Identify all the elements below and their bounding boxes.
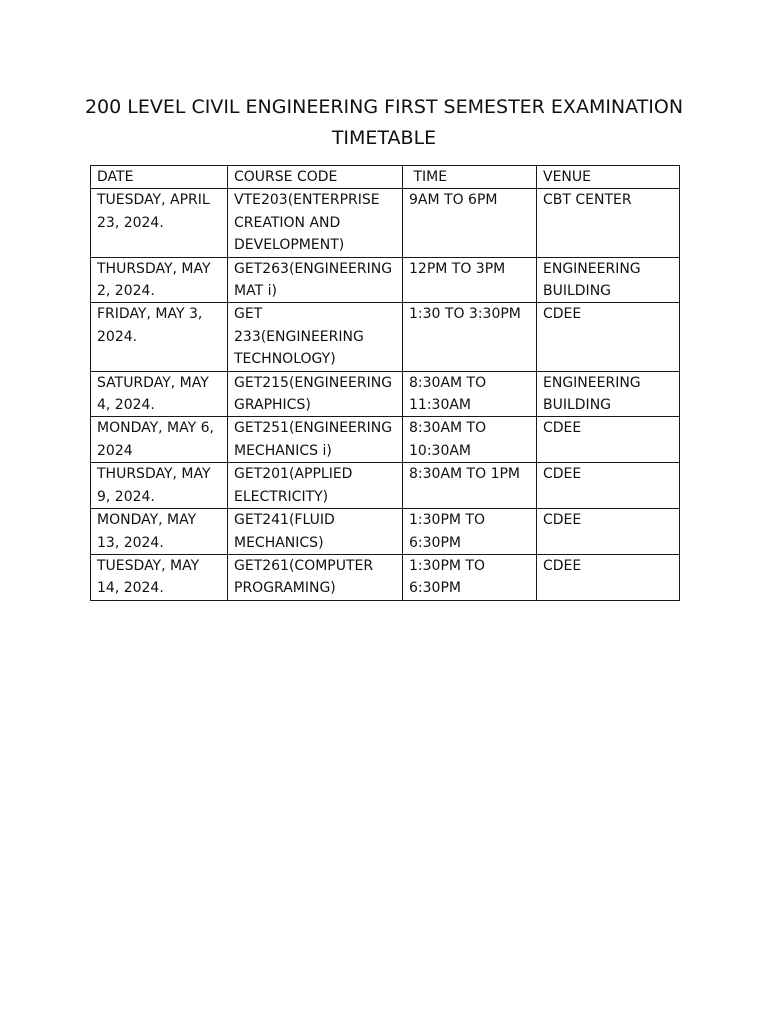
cell-time: 8:30AM TO 1PM	[403, 463, 537, 509]
table-header-row	[91, 166, 680, 189]
cell-course-code: GET 233(ENGINEERING TECHNOLOGY)	[228, 303, 403, 371]
cell-time: 9AM TO 6PM	[403, 189, 537, 257]
table-row	[91, 371, 680, 417]
table-row	[91, 417, 680, 463]
cell-time: 8:30AM TO 11:30AM	[403, 371, 537, 417]
table-row	[91, 463, 680, 509]
cell-course-code: GET263(ENGINEERING MAT i)	[228, 257, 403, 303]
cell-venue: CDEE	[537, 509, 680, 555]
header-date: DATE	[91, 166, 228, 189]
cell-date: MONDAY, MAY 13, 2024.	[91, 509, 228, 555]
table-row	[91, 554, 680, 600]
cell-time: 1:30 TO 3:30PM	[403, 303, 537, 371]
cell-date: FRIDAY, MAY 3, 2024.	[91, 303, 228, 371]
header-course-code: COURSE CODE	[228, 166, 403, 189]
exam-timetable	[90, 165, 680, 601]
cell-course-code: GET215(ENGINEERING GRAPHICS)	[228, 371, 403, 417]
cell-date: MONDAY, MAY 6, 2024	[91, 417, 228, 463]
document-title: 200 LEVEL CIVIL ENGINEERING FIRST SEMESTER EXAMINATION TIMETABLE	[84, 96, 684, 149]
cell-date: TUESDAY, APRIL 23, 2024.	[91, 189, 228, 257]
table-row	[91, 303, 680, 371]
cell-course-code: GET201(APPLIED ELECTRICITY)	[228, 463, 403, 509]
header-time: TIME	[403, 166, 537, 189]
cell-venue: ENGINEERING BUILDING	[537, 257, 680, 303]
cell-course-code: GET251(ENGINEERING MECHANICS i)	[228, 417, 403, 463]
cell-venue: CDEE	[537, 554, 680, 600]
cell-time: 12PM TO 3PM	[403, 257, 537, 303]
cell-venue: ENGINEERING BUILDING	[537, 371, 680, 417]
header-venue: VENUE	[537, 166, 680, 189]
cell-date: TUESDAY, MAY 14, 2024.	[91, 554, 228, 600]
cell-venue: CDEE	[537, 303, 680, 371]
cell-course-code: GET241(FLUID MECHANICS)	[228, 509, 403, 555]
cell-course-code: GET261(COMPUTER PROGRAMING)	[228, 554, 403, 600]
cell-venue: CDEE	[537, 463, 680, 509]
table-row	[91, 189, 680, 257]
cell-time: 1:30PM TO 6:30PM	[403, 509, 537, 555]
cell-date: THURSDAY, MAY 2, 2024.	[91, 257, 228, 303]
table-row	[91, 509, 680, 555]
cell-time: 8:30AM TO 10:30AM	[403, 417, 537, 463]
cell-course-code: VTE203(ENTERPRISE CREATION AND DEVELOPMENT)	[228, 189, 403, 257]
cell-venue: CDEE	[537, 417, 680, 463]
cell-venue: CBT CENTER	[537, 189, 680, 257]
table-row	[91, 257, 680, 303]
cell-date: SATURDAY, MAY 4, 2024.	[91, 371, 228, 417]
cell-date: THURSDAY, MAY 9, 2024.	[91, 463, 228, 509]
cell-time: 1:30PM TO 6:30PM	[403, 554, 537, 600]
